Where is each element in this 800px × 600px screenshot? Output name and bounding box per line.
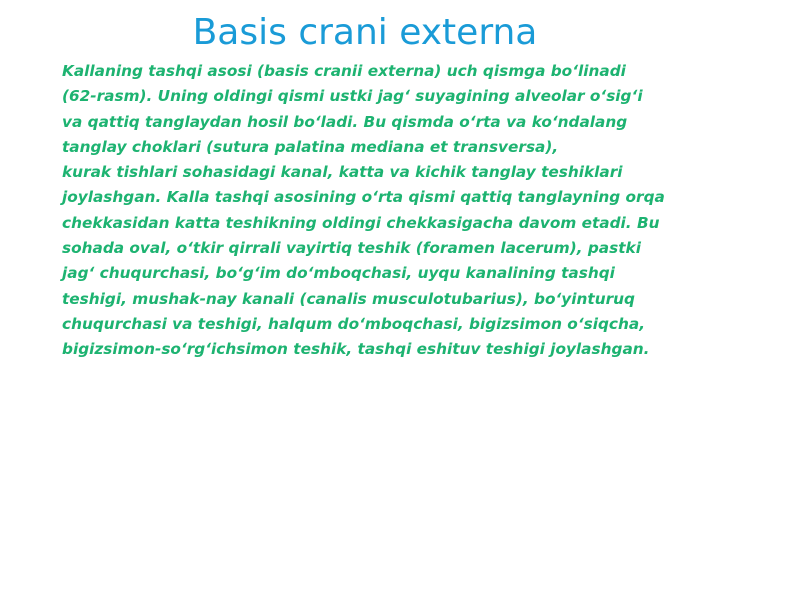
body-line: (62-rasm). Uning oldingi qismi ustki jagʻ suyagining alveolar oʻsigʻi xyxy=(62,87,643,106)
body-line: tanglay choklari (sutura palatina mediana et transversa), xyxy=(62,137,559,156)
body-line: jagʻ chuqurchasi, boʻgʻim doʻmboqchasi, uyqu kanalining tashqi xyxy=(62,264,615,283)
slide-title: Basis crani externa xyxy=(192,12,538,53)
body-line: kurak tishlari sohasidagi kanal, katta va kichik tanglay teshiklari xyxy=(62,163,623,182)
body-line: Kallaning tashqi asosi (basis cranii externa) uch qismga boʻlinadi xyxy=(62,62,626,80)
body-line: chuqurchasi va teshigi, halqum doʻmboqchasi, bigizsimon oʻsiqcha, xyxy=(62,314,646,333)
body-line: bigizsimon-soʻrgʻichsimon teshik, tashqi eshituv teshigi joylashgan. xyxy=(62,340,650,359)
body-line: chekkasidan katta teshikning oldingi chekkasigacha davom etadi. Bu xyxy=(62,213,660,232)
body-line: teshigi, mushak-nay kanali (canalis musculotubarius), boʻyinturuq xyxy=(62,289,635,308)
slide-body-text xyxy=(62,59,712,363)
body-line: sohada oval, oʻtkir qirrali vayirtiq teshik (foramen lacerum), pastki xyxy=(62,239,641,258)
body-line: va qattiq tanglaydan hosil boʻladi. Bu qismda oʻrta va koʻndalang xyxy=(62,112,628,131)
body-line: joylashgan. Kalla tashqi asosining oʻrta qismi qattiq tanglayning orqa xyxy=(62,188,665,207)
